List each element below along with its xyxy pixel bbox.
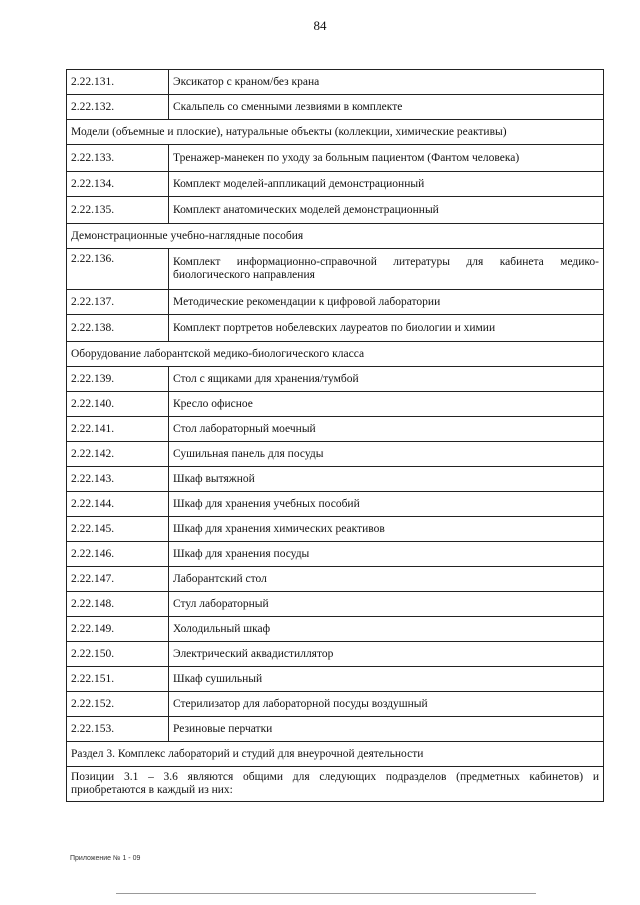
item-code: 2.22.145. bbox=[67, 517, 169, 542]
table-row bbox=[67, 367, 604, 392]
table-row bbox=[67, 517, 604, 542]
footer-label: Приложение № 1 - 09 bbox=[70, 855, 141, 862]
item-name: Шкаф для хранения химических реактивов bbox=[169, 517, 604, 542]
table-row bbox=[67, 642, 604, 667]
item-name: Тренажер-манекен по уходу за больным пациентом (Фантом человека) bbox=[169, 145, 604, 172]
item-name: Скальпель со сменными лезвиями в комплекте bbox=[169, 95, 604, 120]
item-code: 2.22.148. bbox=[67, 592, 169, 617]
item-code: 2.22.136. bbox=[67, 249, 169, 290]
item-code: 2.22.135. bbox=[67, 197, 169, 224]
item-name: Лаборантский стол bbox=[169, 567, 604, 592]
section-row bbox=[67, 742, 604, 767]
table-row bbox=[67, 667, 604, 692]
table-row bbox=[67, 467, 604, 492]
table-row bbox=[67, 315, 604, 342]
page-number: 84 bbox=[313, 18, 327, 33]
item-code: 2.22.133. bbox=[67, 145, 169, 172]
item-name: Комплект моделей-аппликаций демонстрационный bbox=[169, 172, 604, 197]
item-name: Шкаф для хранения посуды bbox=[169, 542, 604, 567]
item-code: 2.22.150. bbox=[67, 642, 169, 667]
section-row bbox=[67, 342, 604, 367]
item-name: Шкаф сушильный bbox=[169, 667, 604, 692]
item-name: Кресло офисное bbox=[169, 392, 604, 417]
table-row bbox=[67, 392, 604, 417]
item-code: 2.22.153. bbox=[67, 717, 169, 742]
item-name: Стерилизатор для лабораторной посуды воздушный bbox=[169, 692, 604, 717]
table-row bbox=[67, 70, 604, 95]
table-row bbox=[67, 542, 604, 567]
item-code: 2.22.132. bbox=[67, 95, 169, 120]
section-row bbox=[67, 224, 604, 249]
section-heading: Оборудование лаборантской медико-биологического класса bbox=[67, 342, 604, 367]
item-code: 2.22.146. bbox=[67, 542, 169, 567]
note-row bbox=[67, 767, 604, 802]
item-code: 2.22.140. bbox=[67, 392, 169, 417]
item-code: 2.22.131. bbox=[67, 70, 169, 95]
item-name: Стол лабораторный моечный bbox=[169, 417, 604, 442]
item-code: 2.22.141. bbox=[67, 417, 169, 442]
item-code: 2.22.144. bbox=[67, 492, 169, 517]
table-row bbox=[67, 145, 604, 172]
table-row bbox=[67, 172, 604, 197]
table-row bbox=[67, 567, 604, 592]
table-row bbox=[67, 197, 604, 224]
item-name: Методические рекомендации к цифровой лаборатории bbox=[169, 290, 604, 315]
item-code: 2.22.149. bbox=[67, 617, 169, 642]
section-heading: Демонстрационные учебно-наглядные пособия bbox=[67, 224, 604, 249]
table-row bbox=[67, 617, 604, 642]
item-name: Электрический аквадистиллятор bbox=[169, 642, 604, 667]
item-code: 2.22.151. bbox=[67, 667, 169, 692]
item-code: 2.22.152. bbox=[67, 692, 169, 717]
table-row bbox=[67, 442, 604, 467]
table-row bbox=[67, 95, 604, 120]
table-row bbox=[67, 592, 604, 617]
item-name: Стол с ящиками для хранения/тумбой bbox=[169, 367, 604, 392]
item-name: Резиновые перчатки bbox=[169, 717, 604, 742]
bottom-rule bbox=[116, 893, 536, 894]
section-row bbox=[67, 120, 604, 145]
item-name: Комплект информационно-справочной литературы для кабинета медико-биологического направления bbox=[169, 249, 604, 290]
table-row bbox=[67, 417, 604, 442]
equipment-table bbox=[66, 69, 604, 802]
item-code: 2.22.139. bbox=[67, 367, 169, 392]
item-code: 2.22.142. bbox=[67, 442, 169, 467]
item-name: Комплект анатомических моделей демонстрационный bbox=[169, 197, 604, 224]
item-name: Комплект портретов нобелевских лауреатов по биологии и химии bbox=[169, 315, 604, 342]
table-row bbox=[67, 249, 604, 290]
item-code: 2.22.143. bbox=[67, 467, 169, 492]
item-name: Шкаф для хранения учебных пособий bbox=[169, 492, 604, 517]
section-heading: Раздел 3. Комплекс лабораторий и студий для внеурочной деятельности bbox=[67, 742, 604, 767]
table-row bbox=[67, 290, 604, 315]
item-code: 2.22.138. bbox=[67, 315, 169, 342]
item-name: Стул лабораторный bbox=[169, 592, 604, 617]
item-name: Сушильная панель для посуды bbox=[169, 442, 604, 467]
table-row bbox=[67, 492, 604, 517]
table-row bbox=[67, 717, 604, 742]
item-name: Шкаф вытяжной bbox=[169, 467, 604, 492]
item-code: 2.22.134. bbox=[67, 172, 169, 197]
item-name: Холодильный шкаф bbox=[169, 617, 604, 642]
table-row bbox=[67, 692, 604, 717]
section-heading: Модели (объемные и плоские), натуральные объекты (коллекции, химические реактивы) bbox=[67, 120, 604, 145]
item-name: Эксикатор с краном/без крана bbox=[169, 70, 604, 95]
item-code: 2.22.137. bbox=[67, 290, 169, 315]
item-code: 2.22.147. bbox=[67, 567, 169, 592]
section-note: Позиции 3.1 – 3.6 являются общими для следующих подразделов (предметных кабинетов) и приобретаются в каждый из них: bbox=[67, 767, 604, 802]
